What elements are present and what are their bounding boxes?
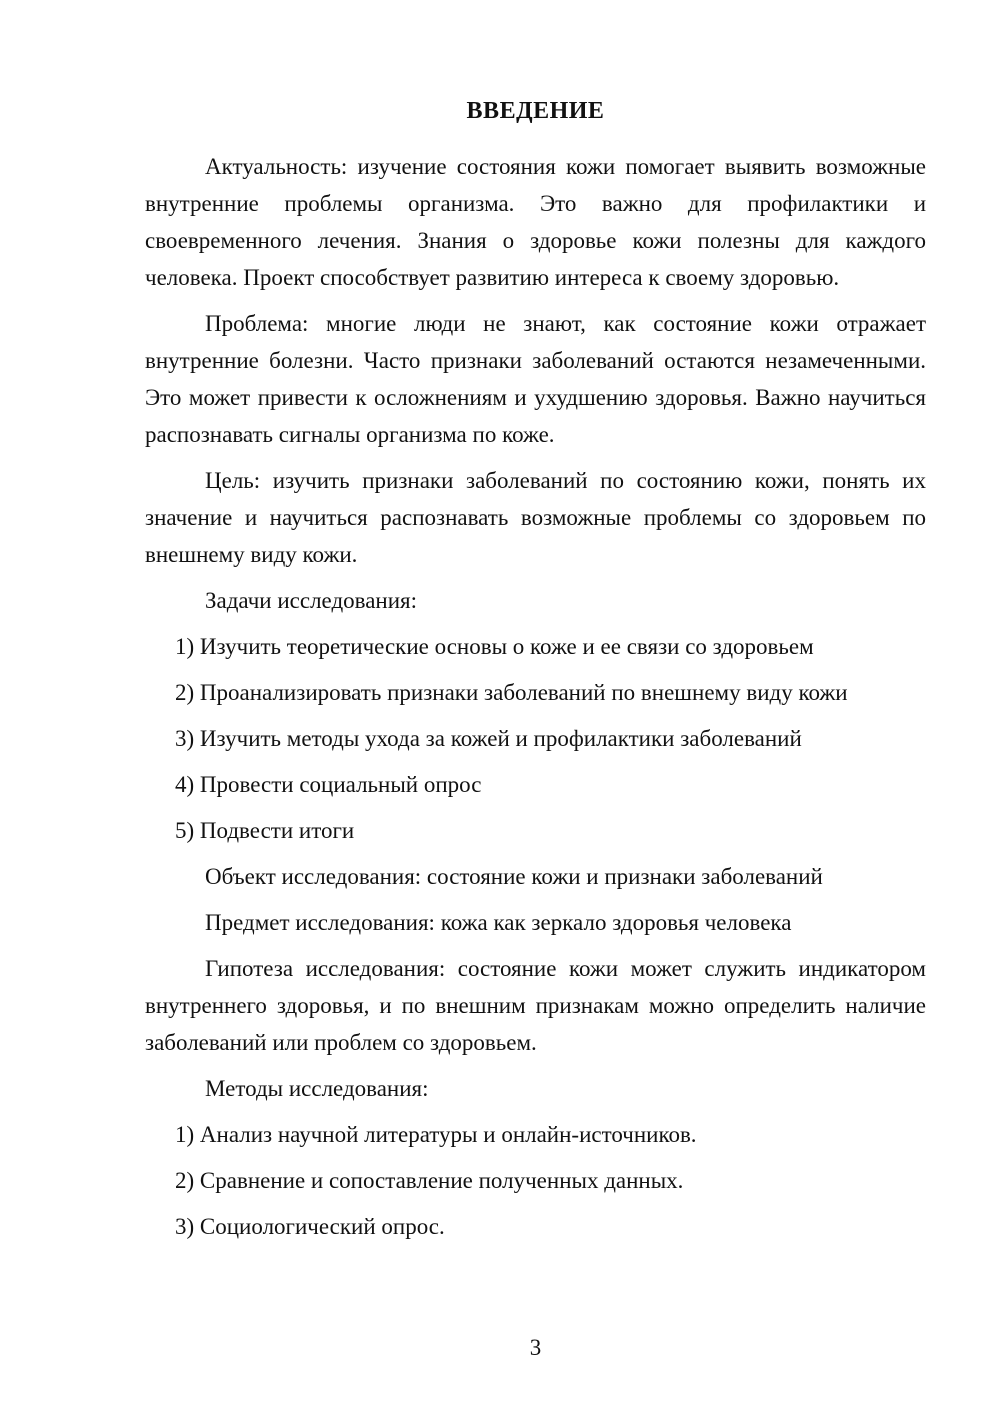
methods-heading: Методы исследования:	[205, 1076, 429, 1101]
paragraph-subject: Предмет исследования: кожа как зеркало здоровья человека	[205, 910, 792, 935]
paragraph-object: Объект исследования: состояние кожи и признаки заболеваний	[205, 864, 823, 889]
document-content	[145, 93, 926, 1254]
paragraph-goal: Цель: изучить признаки заболеваний по состоянию кожи, понять их значение и научиться распознавать возможные проблемы со здоровьем по внешнему виду кожи.	[145, 468, 926, 567]
task-item-5: 5) Подвести итоги	[175, 818, 355, 843]
tasks-heading: Задачи исследования:	[205, 588, 418, 613]
page-title: ВВЕДЕНИЕ	[466, 98, 605, 124]
paragraph-hypothesis: Гипотеза исследования: состояние кожи может служить индикатором внутреннего здоровья, и по внешним признакам можно определить наличие заболеваний или проблем со здоровьем.	[145, 956, 926, 1055]
method-item-2: 2) Сравнение и сопоставление полученных данных.	[175, 1168, 684, 1193]
page-number: 3	[529, 1335, 542, 1360]
task-item-1: 1) Изучить теоретические основы о коже и ее связи со здоровьем	[175, 634, 814, 659]
task-item-4: 4) Провести социальный опрос	[175, 772, 482, 797]
task-item-2: 2) Проанализировать признаки заболеваний по внешнему виду кожи	[175, 680, 848, 705]
paragraph-relevance: Актуальность: изучение состояния кожи помогает выявить возможные внутренние проблемы организма. Это важно для профилактики и своевременного лечения. Знания о здоровье кожи полезны для каждого человека. Проект способствует развитию интереса к своему здоровью.	[145, 154, 926, 290]
method-item-3: 3) Социологический опрос.	[175, 1214, 445, 1239]
task-item-3: 3) Изучить методы ухода за кожей и профилактики заболеваний	[175, 726, 802, 751]
paragraph-problem: Проблема: многие люди не знают, как состояние кожи отражает внутренние болезни. Часто признаки заболеваний остаются незамеченными. Это может привести к осложнениям и ухудшению здоровья. Важно научиться распознавать сигналы организма по коже.	[145, 311, 926, 447]
method-item-1: 1) Анализ научной литературы и онлайн-источников.	[175, 1122, 697, 1147]
